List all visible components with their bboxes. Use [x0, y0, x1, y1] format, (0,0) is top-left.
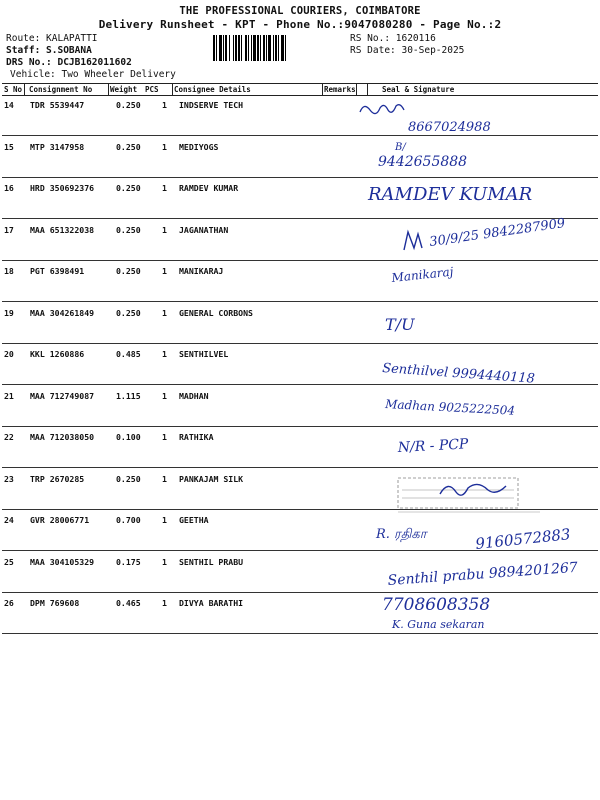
row-sno: 23 — [4, 473, 14, 484]
row-consignee: GEETHA — [179, 515, 209, 525]
row-sno: 18 — [4, 266, 14, 276]
vehicle-label: Vehicle: Two Wheeler Delivery — [10, 69, 176, 80]
rs-date: RS Date: 30-Sep-2025 — [350, 45, 465, 56]
sig-r17: 30/9/25 9842287909 — [428, 216, 567, 250]
row-pcs: 1 — [162, 473, 167, 484]
sig-r14: 8667024988 — [408, 120, 491, 135]
row-consignee: RATHIKA — [179, 432, 214, 442]
row-consignee: PANKAJAM SILK — [179, 473, 244, 484]
row-consignment: GVR 28006771 — [30, 515, 90, 525]
sig-r26a: 7708608358 — [382, 595, 491, 615]
row-weight: 0.100 — [116, 432, 141, 442]
row-weight: 0.250 — [116, 307, 141, 318]
row-consignment: MAA 304105329 — [30, 556, 95, 567]
row-sno: 20 — [4, 349, 14, 359]
row-consignee: MADHAN — [179, 390, 209, 401]
row-pcs: 1 — [162, 100, 167, 110]
route-label: Route: KALAPATTI — [6, 33, 98, 44]
sig-r24: R. ரதிகா — [376, 527, 427, 542]
row-pcs: 1 — [162, 307, 167, 318]
row-pcs: 1 — [162, 349, 167, 359]
table-row — [2, 260, 598, 302]
row-pcs: 1 — [162, 390, 167, 401]
sig-r25a: 9160572883 — [474, 525, 572, 553]
row-consignee: JAGANATHAN — [179, 224, 229, 235]
row-pcs: 1 — [162, 598, 167, 608]
row-sno: 14 — [4, 100, 14, 110]
row-pcs: 1 — [162, 224, 167, 235]
row-sno: 21 — [4, 390, 14, 401]
table-row — [2, 592, 598, 634]
sig-r21: Madhan 9025222504 — [384, 397, 516, 418]
row-consignee: GENERAL CORBONS — [179, 307, 253, 318]
row-weight: 0.250 — [116, 224, 141, 235]
row-weight: 0.250 — [116, 100, 141, 110]
row-consignment: MAA 651322038 — [30, 224, 95, 235]
row-sno: 22 — [4, 432, 14, 442]
col-seal: Seal & Signature — [382, 85, 455, 94]
col-remarks: Remarks — [324, 85, 356, 94]
col-consignment: Consignment No — [29, 85, 93, 94]
row-weight: 0.175 — [116, 556, 141, 567]
table-row — [2, 136, 598, 178]
row-sno: 15 — [4, 141, 14, 152]
sig-r26b: K. Guna sekaran — [392, 618, 485, 631]
table-row — [2, 219, 598, 261]
row-sno: 26 — [4, 598, 14, 608]
row-weight: 0.250 — [116, 183, 141, 193]
row-weight: 0.250 — [116, 141, 141, 152]
sig-r20: Senthilvel 9994440118 — [381, 361, 536, 387]
sig-r18: Manikaraj — [390, 264, 455, 285]
row-consignee: SENTHILVEL — [179, 349, 229, 359]
row-weight: 0.250 — [116, 473, 141, 484]
row-pcs: 1 — [162, 432, 167, 442]
row-consignment: DPM 769608 — [30, 598, 80, 608]
row-consignment: MAA 712749087 — [30, 390, 95, 401]
row-consignment: MAA 304261849 — [30, 307, 95, 318]
runsheet-title: Delivery Runsheet - KPT - Phone No.:9047080280 - Page No.:2 — [98, 18, 502, 31]
col-consignee: Consignee Details — [174, 85, 251, 94]
row-consignee: MANIKARAJ — [179, 266, 224, 276]
col-weight: Weight — [110, 85, 138, 94]
row-consignment: MTP 3147958 — [30, 141, 85, 152]
sig-r25b: Senthil prabu 9894201267 — [387, 559, 579, 589]
row-consignment: MAA 712038050 — [30, 432, 95, 442]
row-pcs: 1 — [162, 515, 167, 525]
company-title: THE PROFESSIONAL COURIERS, COIMBATORE — [179, 5, 421, 17]
row-sno: 17 — [4, 224, 14, 235]
row-sno: 16 — [4, 183, 14, 193]
sig-r19: T/U — [385, 315, 415, 334]
staff-label: Staff: S.SOBANA — [6, 45, 92, 56]
row-consignment: KKL 1260886 — [30, 349, 85, 359]
row-sno: 25 — [4, 556, 14, 567]
table-row — [2, 426, 598, 468]
table-row — [2, 468, 598, 510]
table-row — [2, 177, 598, 219]
row-consignee: INDSERVE TECH — [179, 100, 244, 110]
row-consignment: HRD 350692376 — [30, 183, 95, 193]
row-consignee: SENTHIL PRABU — [179, 556, 244, 567]
table-row — [2, 385, 598, 427]
row-consignee: MEDIYOGS — [179, 141, 219, 152]
sig-r16: RAMDEV KUMAR — [368, 184, 533, 205]
table-row — [2, 551, 598, 593]
rs-number: RS No.: 1620116 — [350, 33, 436, 44]
row-pcs: 1 — [162, 141, 167, 152]
row-weight: 1.115 — [116, 390, 141, 401]
row-consignment: TRP 2670285 — [30, 473, 85, 484]
row-consignment: PGT 6398491 — [30, 266, 85, 276]
table-row — [2, 302, 598, 344]
row-weight: 0.465 — [116, 598, 141, 608]
row-sno: 24 — [4, 515, 14, 525]
svg-text:B/: B/ — [395, 142, 406, 153]
row-pcs: 1 — [162, 183, 167, 193]
row-consignment: TDR 5539447 — [30, 100, 85, 110]
table-row — [2, 509, 598, 551]
row-pcs: 1 — [162, 266, 167, 276]
row-sno: 19 — [4, 307, 14, 318]
table-row — [2, 94, 598, 136]
row-consignee: DIVYA BARATHI — [179, 598, 244, 608]
row-weight: 0.250 — [116, 266, 141, 276]
barcode — [213, 35, 345, 61]
row-weight: 0.700 — [116, 515, 141, 525]
col-pcs: PCS — [145, 85, 159, 94]
row-pcs: 1 — [162, 556, 167, 567]
col-sno: S No — [4, 85, 23, 94]
table-row — [2, 343, 598, 385]
drs-number: DRS No.: DCJB162011602 — [6, 57, 132, 68]
row-weight: 0.485 — [116, 349, 141, 359]
sig-r22: N/R - PCP — [397, 436, 469, 456]
row-consignee: RAMDEV KUMAR — [179, 183, 239, 193]
sig-r15: 9442655888 — [378, 154, 468, 170]
